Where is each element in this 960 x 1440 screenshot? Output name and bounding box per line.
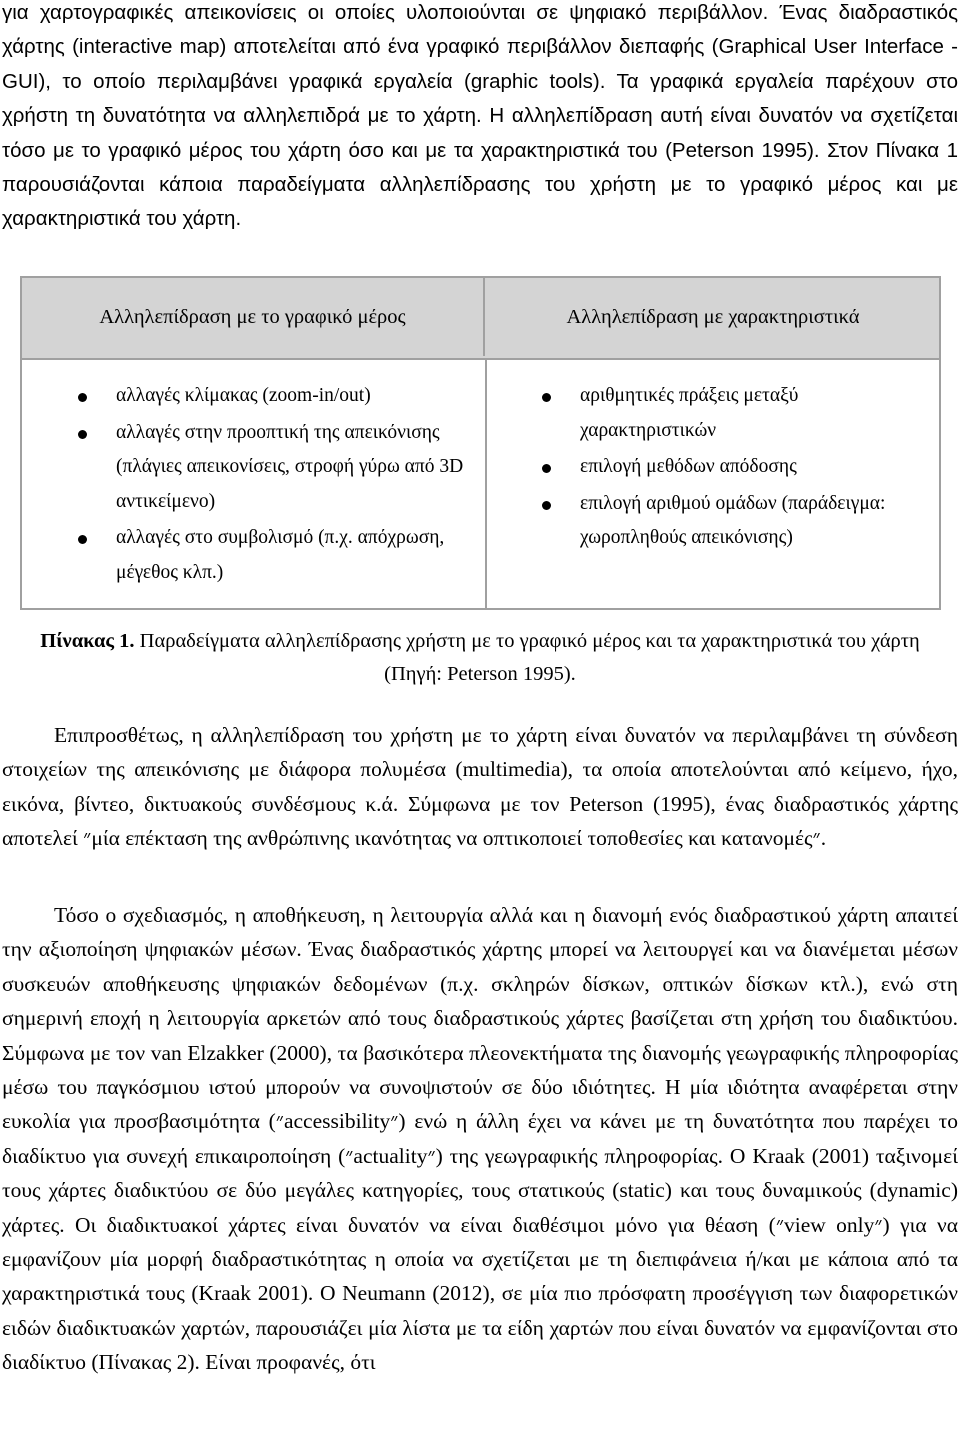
bullet-icon bbox=[542, 501, 551, 510]
list-item: αριθμητικές πράξεις μεταξύ χαρακτηριστικών bbox=[542, 379, 937, 448]
caption-label: Πίνακας 1. bbox=[40, 630, 135, 652]
list-item: αλλαγές στην προοπτική της απεικόνισης (πλάγιες απεικονίσεις, στροφή γύρω από 3D αντικείμενο) bbox=[78, 416, 478, 520]
bullet-icon bbox=[78, 430, 87, 439]
table-header-attributes: Αλληλεπίδραση με χαρακτηριστικά bbox=[566, 305, 860, 328]
attribute-interaction-list bbox=[542, 379, 937, 558]
paragraph-intro: για χαρτογραφικές απεικονίσεις οι οποίες υλοποιούνται σε ψηφιακό περιβάλλον. Ένας διαδραστικός χάρτης (interactive map) αποτελείται από ένα γραφικό περιβάλλον διεπαφής (Graphical User Interface - GUI), το οποίο περιλαμβάνει γραφικά εργαλεία (graphic tools). Τα γραφικά εργαλεία παρέχουν στο χρήστη τη δυνατότητα να αλληλεπιδρά με το χάρτη. Η αλληλεπίδραση αυτή είναι δυνατόν να σχετίζεται τόσο με το γραφικό μέρος του χάρτη όσο και με τα χαρακτηριστικά του (Peterson 1995). Στον Πίνακα 1 παρουσιάζονται κάποια παραδείγματα αλληλεπίδρασης του χρήστη με το γραφικό μέρος και με χαρακτηριστικά του χάρτη. bbox=[2, 1, 958, 231]
list-item: επιλογή αριθμού ομάδων (παράδειγμα: χωροπληθούς απεικόνισης) bbox=[542, 487, 937, 556]
bullet-icon bbox=[542, 464, 551, 473]
bullet-icon bbox=[542, 393, 551, 402]
table-column-divider bbox=[485, 358, 487, 608]
table-header-graphic: Αλληλεπίδραση με το γραφικό μέρος bbox=[22, 278, 485, 356]
table-caption bbox=[40, 625, 920, 691]
list-item: αλλαγές στο συμβολισμό (π.χ. απόχρωση, μέγεθος κλπ.) bbox=[78, 521, 478, 590]
bullet-icon bbox=[78, 535, 87, 544]
table-header-row bbox=[22, 278, 939, 360]
bullet-icon bbox=[78, 393, 87, 402]
list-item: επιλογή μεθόδων απόδοσης bbox=[542, 450, 937, 485]
list-item: αλλαγές κλίμακας (zoom-in/out) bbox=[78, 379, 478, 414]
graphic-interaction-list bbox=[78, 379, 478, 593]
interaction-table bbox=[20, 276, 941, 610]
paragraph-web-maps: Τόσο ο σχεδιασμός, η αποθήκευση, η λειτουργία αλλά και η διανομή ενός διαδραστικού χάρτη απαιτεί την αξιοποίηση ψηφιακών μέσων. Ένας διαδραστικός χάρτης μπορεί να λειτουργεί και να διανέμεται μέσων συσκευών αποθήκευσης ψηφιακών δεδομένων (π.χ. σκληρών δίσκων, οπτικών δίσκων κτλ.), ενώ στη σημερινή εποχή η λειτουργία αρκετών από τους διαδραστικούς χάρτες βασίζεται στη χρήση του διαδικτύου. Σύμφωνα με τον van Elzakker (2000), τα βασικότερα πλεονεκτήματα της διανομής γεωγραφικής πληροφορίας μέσω του παγκόσμιου ιστού μπορούν να συνοψιστούν σε δύο ιδιότητες. Η μία ιδιότητα αναφέρεται στην ευκολία για προσβασιμότητα (״accessibility״) ενώ η άλλη έχει να κάνει με τη δυνατότητα που παρέχει το διαδίκτυο για συνεχή επικαιροποίηση (״actuality״) της γεωγραφικής πληροφορίας. Ο Kraak (2001) ταξινομεί τους χάρτες διαδικτύου σε δύο μεγάλες κατηγορίες, τους στατικούς (static) και τους δυναμικούς (dynamic) χάρτες. Οι διαδικτυακοί χάρτες είναι δυνατόν να είναι διαθέσιμοι μόνο για θέαση (״view only״) για να εμφανίζουν μία μορφή διαδραστικότητας η οποία να σχετίζεται με τη διεπιφάνεια ή/και με κάποια από τα χαρακτηριστικά τους (Kraak 2001). Ο Neumann (2012), σε μία πιο πρόσφατη προσέγγιση των διαφορετικών ειδών διαδικτυακών χαρτών, παρουσιάζει μία λίστα με τα είδη χαρτών που είναι δυνατόν να εμφανίζονται στο διαδίκτυο (Πίνακας 2). Είναι προφανές, ότι bbox=[2, 903, 958, 1375]
paragraph-multimedia: Επιπροσθέτως, η αλληλεπίδραση του χρήστη με το χάρτη είναι δυνατόν να περιλαμβάνει τη σύνδεση στοιχείων της απεικόνισης με διάφορα πολυμέσα (multimedia), τα οποία αποτελούνται από κείμενο, ήχο, εικόνα, βίντεο, δικτυακούς συνδέσμους κ.ά. Σύμφωνα με τον Peterson (1995), ένας διαδραστικός χάρτης αποτελεί ״μία επέκταση της ανθρώπινης ικανότητας να οπτικοποιεί τοποθεσίες και κατανομές״. bbox=[2, 723, 958, 851]
caption-text: Παραδείγματα αλληλεπίδρασης χρήστη με το γραφικό μέρος και τα χαρακτηριστικά του χάρτη (Πηγή: Peterson 1995). bbox=[134, 630, 920, 685]
